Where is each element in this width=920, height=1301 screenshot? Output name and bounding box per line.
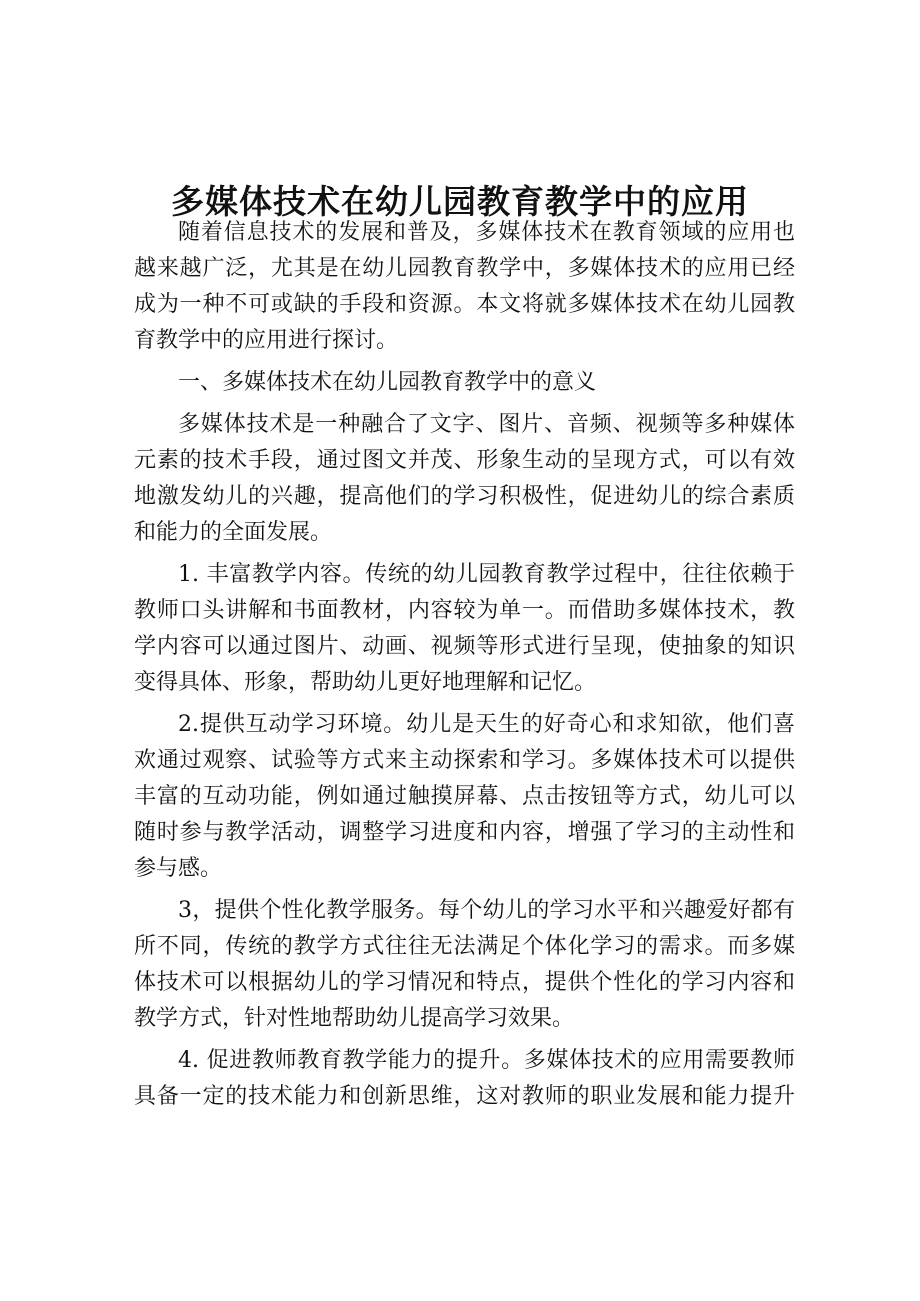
text-line: 2.提供互动学习环境。幼儿是天生的好奇心和求知欲，他们喜 bbox=[178, 712, 795, 737]
text-line: 参与感。 bbox=[134, 856, 223, 881]
text-line: 地激发幼儿的兴趣，提高他们的学习积极性，促进幼儿的综合素质 bbox=[134, 484, 795, 509]
text-line: 一、多媒体技术在幼儿园教育教学中的意义 bbox=[178, 370, 597, 395]
text-line: 和能力的全面发展。 bbox=[134, 520, 333, 545]
text-line: 3，提供个性化教学服务。每个幼儿的学习水平和兴趣爱好都有 bbox=[178, 898, 795, 923]
paragraph bbox=[134, 557, 795, 701]
text-line: 4. 促进教师教育教学能力的提升。多媒体技术的应用需要教师 bbox=[178, 1048, 795, 1073]
text-line: 随着信息技术的发展和普及，多媒体技术在教育领域的应用也 bbox=[178, 220, 795, 245]
text-line: 成为一种不可或缺的手段和资源。本文将就多媒体技术在幼儿园教 bbox=[134, 292, 795, 317]
document-title: 多媒体技术在幼儿园教育教学中的应用 bbox=[171, 182, 749, 222]
text-line: 教师口头讲解和书面教材，内容较为单一。而借助多媒体技术，教 bbox=[134, 598, 795, 623]
paragraph bbox=[134, 1043, 795, 1115]
text-line: 育教学中的应用进行探讨。 bbox=[134, 328, 399, 353]
text-line: 体技术可以根据幼儿的学习情况和特点，提供个性化的学习内容和 bbox=[134, 970, 795, 995]
text-line: 所不同，传统的教学方式往往无法满足个体化学习的需求。而多媒 bbox=[134, 934, 795, 959]
text-line: 越来越广泛，尤其是在幼儿园教育教学中，多媒体技术的应用已经 bbox=[134, 256, 795, 281]
section-heading bbox=[134, 365, 795, 401]
paragraph bbox=[134, 215, 795, 359]
text-line: 学内容可以通过图片、动画、视频等形式进行呈现，使抽象的知识 bbox=[134, 634, 795, 659]
text-line: 多媒体技术是一种融合了文字、图片、音频、视频等多种媒体 bbox=[178, 412, 795, 437]
text-line: 1. 丰富教学内容。传统的幼儿园教育教学过程中，往往依赖于 bbox=[178, 562, 795, 587]
paragraph bbox=[134, 407, 795, 551]
text-line: 变得具体、形象，帮助幼儿更好地理解和记忆。 bbox=[134, 670, 597, 695]
document-body bbox=[134, 215, 795, 1121]
paragraph bbox=[134, 707, 795, 887]
text-line: 具备一定的技术能力和创新思维，这对教师的职业发展和能力提升 bbox=[134, 1084, 795, 1109]
text-line: 教学方式，针对性地帮助幼儿提高学习效果。 bbox=[134, 1006, 575, 1031]
text-line: 元素的技术手段，通过图文并茂、形象生动的呈现方式，可以有效 bbox=[134, 448, 795, 473]
paragraph bbox=[134, 893, 795, 1037]
text-line: 丰富的互动功能，例如通过触摸屏幕、点击按钮等方式，幼儿可以 bbox=[134, 784, 795, 809]
text-line: 欢通过观察、试验等方式来主动探索和学习。多媒体技术可以提供 bbox=[134, 748, 795, 773]
text-line: 随时参与教学活动，调整学习进度和内容，增强了学习的主动性和 bbox=[134, 820, 795, 845]
